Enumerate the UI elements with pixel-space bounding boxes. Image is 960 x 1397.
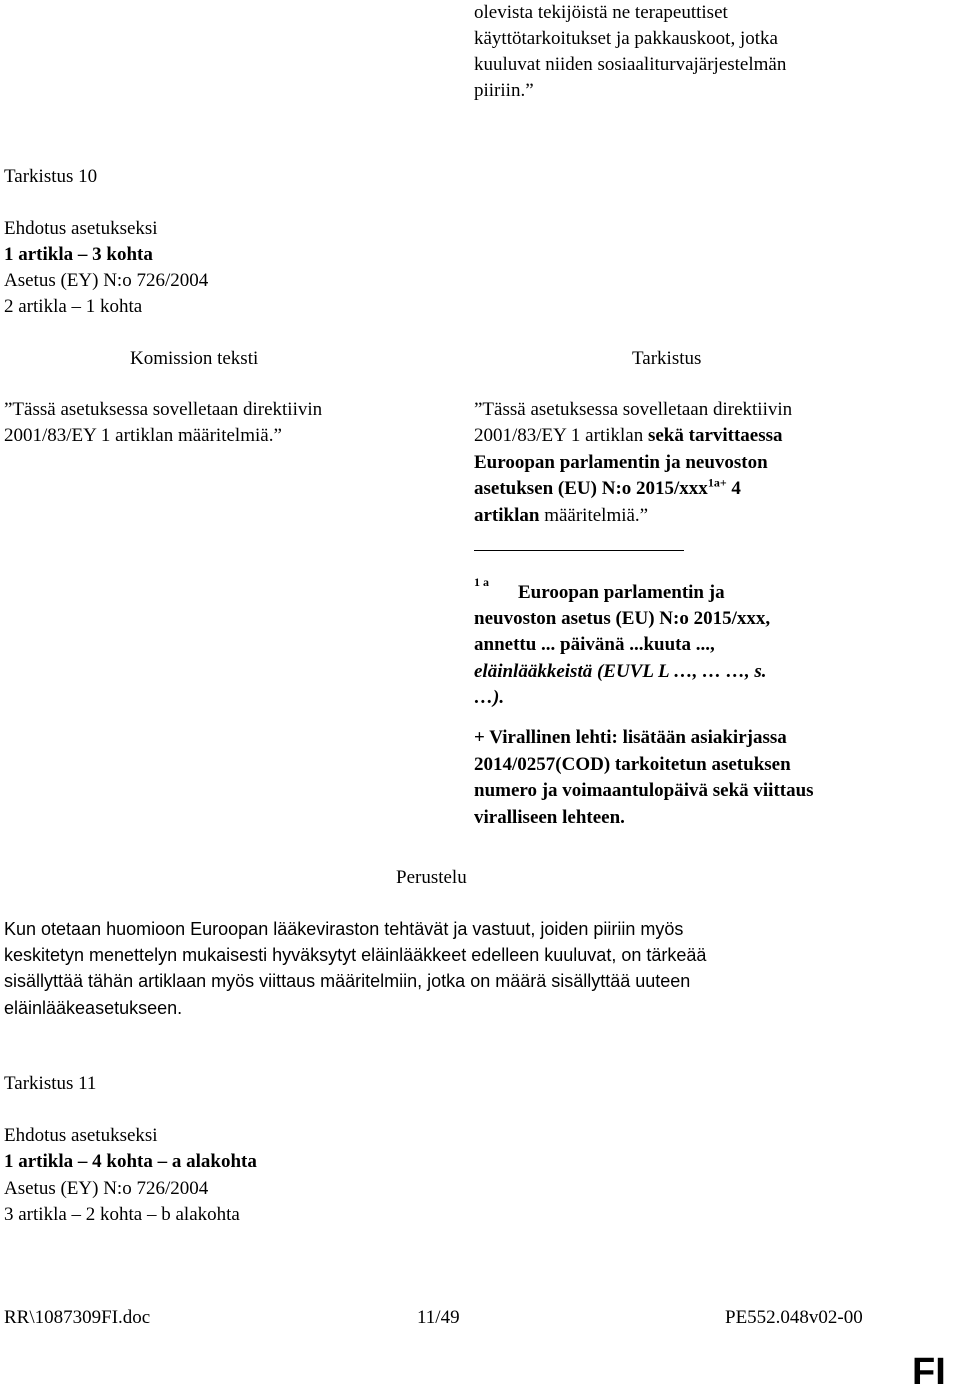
amendment-10-proposal: Ehdotus asetukseksi xyxy=(4,218,158,239)
justification-line-4: eläinlääkeasetukseen. xyxy=(4,998,183,1018)
amendment-title: Tarkistus xyxy=(632,348,702,369)
amendment-text-line-5: artiklan määritelmiä.” xyxy=(474,505,649,526)
amendment-10-sub-article: 2 artikla – 1 kohta xyxy=(4,296,143,317)
footnote-line-2: neuvoston asetus (EU) N:o 2015/xxx, xyxy=(474,608,771,629)
footnote-separator xyxy=(474,550,684,551)
justification-line-3: sisällyttää tähän artiklaan myös viittaus määritelmiin, jotka on määrä sisällyttää uuteen xyxy=(4,971,691,991)
justification-line-2: keskitetyn menettelyn mukaisesti hyväksytyt eläinlääkkeet edelleen kuuluvat, on tärkeää xyxy=(4,945,707,965)
amendment-text-line-1: ”Tässä asetuksessa sovelletaan direktiivin xyxy=(474,399,793,420)
amendment-11-proposal: Ehdotus asetukseksi xyxy=(4,1125,158,1146)
amendment-text-line-4: asetuksen (EU) N:o 2015/xxx$^{1a+}$ 4 xyxy=(474,475,741,499)
footnote-line-3: annettu ... päivänä ...kuuta ..., xyxy=(474,634,715,655)
footer-page-number: 11/49 xyxy=(417,1307,460,1328)
commission-text-line-2: 2001/83/EY 1 artiklan määritelmiä.” xyxy=(4,425,282,446)
continuation-line-2: käyttötarkoitukset ja pakkauskoot, jotka xyxy=(474,28,778,49)
continuation-line-3: kuuluvat niiden sosiaaliturvajärjestelmän xyxy=(474,54,787,75)
footer-pe-reference: PE552.048v02-00 xyxy=(725,1307,863,1328)
continuation-line-1: olevista tekijöistä ne terapeuttiset xyxy=(474,2,728,23)
amendment-11-regulation: Asetus (EY) N:o 726/2004 xyxy=(4,1178,209,1199)
footnote-marker: 1 a xyxy=(474,575,489,589)
footnote-line-1: Euroopan parlamentin ja xyxy=(518,582,725,603)
footer-language-code: FI xyxy=(912,1351,946,1393)
commission-text-line-1: ”Tässä asetuksessa sovelletaan direktiivin xyxy=(4,399,323,420)
justification-line-1: Kun otetaan huomioon Euroopan lääkeviraston tehtävät ja vastuut, joiden piiriin myös xyxy=(4,919,684,939)
amendment-10-heading: Tarkistus 10 xyxy=(4,166,98,187)
amendment-11-heading: Tarkistus 11 xyxy=(4,1073,97,1094)
footer-document-reference: RR\1087309FI.doc xyxy=(4,1307,151,1328)
footnote-reference: 1a+ xyxy=(707,475,727,490)
amendment-10-article: 1 artikla – 3 kohta xyxy=(4,244,153,265)
commission-text-title: Komission teksti xyxy=(130,348,259,369)
justification-title: Perustelu xyxy=(396,867,467,888)
continuation-line-4: piiriin.” xyxy=(474,80,534,101)
amendment-text-line-2: 2001/83/EY 1 artiklan sekä tarvittaessa xyxy=(474,425,783,446)
footnote-line-4: eläinlääkkeistä (EUVL L …, … …, s. xyxy=(474,661,767,682)
oj-note-line-2: 2014/0257(COD) tarkoitetun asetuksen xyxy=(474,754,791,775)
amendment-10-regulation: Asetus (EY) N:o 726/2004 xyxy=(4,270,209,291)
footnote-line-5: …). xyxy=(474,687,505,708)
amendment-11-article: 1 artikla – 4 kohta – a alakohta xyxy=(4,1151,257,1172)
amendment-11-sub-article: 3 artikla – 2 kohta – b alakohta xyxy=(4,1204,240,1225)
oj-note-line-1: + Virallinen lehti: lisätään asiakirjassa xyxy=(474,727,787,748)
oj-note-line-4: viralliseen lehteen. xyxy=(474,807,625,828)
amendment-text-line-3: Euroopan parlamentin ja neuvoston xyxy=(474,452,768,473)
oj-note-line-3: numero ja voimaantulopäivä sekä viittaus xyxy=(474,780,814,801)
